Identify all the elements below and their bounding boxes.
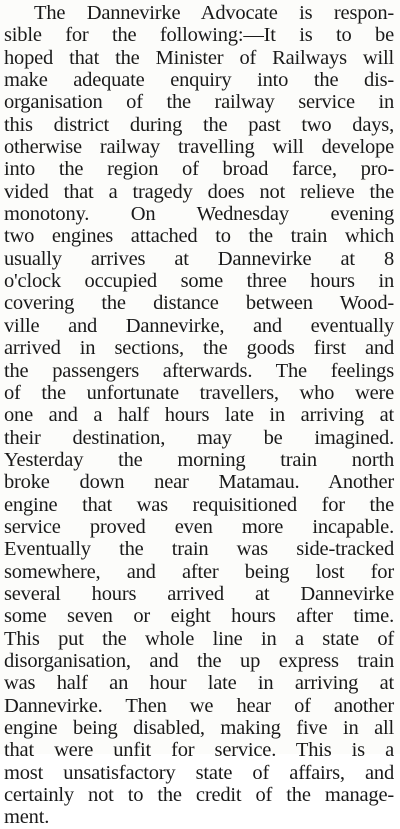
- text-line-24: service proved even more incapable.: [4, 515, 394, 538]
- text-line-36: certainly not to the credit of the manage-: [4, 784, 394, 807]
- text-line-28: some seven or eight hours after time.: [4, 605, 394, 628]
- text-line-3: hoped that the Minister of Railways will: [4, 46, 394, 69]
- text-line-23: engine that was requisitioned for the: [4, 493, 394, 516]
- text-line-22: broke down near Matamau. Another: [4, 471, 394, 494]
- text-line-15: ville and Dannevirke, and eventually: [4, 314, 394, 337]
- text-line-11: two engines attached to the train which: [4, 225, 394, 248]
- text-line-12: usually arrives at Dannevirke at 8: [4, 247, 394, 270]
- text-line-7: otherwise railway travelling will develope: [4, 136, 394, 159]
- text-line-17: the passengers afterwards. The feelings: [4, 359, 394, 382]
- text-line-19: one and a half hours late in arriving at: [4, 404, 394, 427]
- text-line-37: ment.: [4, 806, 50, 829]
- text-line-10: monotony. On Wednesday evening: [4, 203, 394, 226]
- text-line-32: Dannevirke. Then we hear of another: [4, 694, 394, 717]
- text-line-14: covering the distance between Wood-: [4, 292, 394, 315]
- text-line-29: This put the whole line in a state of: [4, 627, 394, 650]
- text-line-8: into the region of broad farce, pro-: [4, 158, 394, 181]
- text-line-1: The Dannevirke Advocate is respon-: [34, 2, 394, 24]
- text-line-16: arrived in sections, the goods first and: [4, 337, 394, 360]
- text-line-20: their destination, may be imagined.: [4, 426, 394, 449]
- text-line-26: somewhere, and after being lost for: [4, 560, 394, 583]
- text-line-9: vided that a tragedy does not relieve the: [4, 180, 394, 203]
- text-line-33: engine being disabled, making five in all: [4, 717, 394, 739]
- text-line-30: disorganisation, and the up express train: [4, 649, 394, 672]
- text-line-31: was half an hour late in arriving at: [4, 672, 394, 695]
- text-line-2: sible for the following:—It is to be: [4, 24, 394, 47]
- text-line-27: several hours arrived at Dannevirke: [4, 582, 394, 605]
- text-line-25: Eventually the train was side-tracked: [4, 538, 394, 561]
- text-line-5: organisation of the railway service in: [4, 91, 394, 114]
- text-line-35: most unsatisfactory state of affairs, and: [4, 761, 394, 784]
- text-line-6: this district during the past two days,: [4, 113, 394, 136]
- text-line-18: of the unfortunate travellers, who were: [4, 381, 394, 404]
- text-line-34: that were unfit for service. This is a: [4, 739, 394, 762]
- text-line-21: Yesterday the morning train north: [4, 448, 394, 471]
- text-line-4: make adequate enquiry into the dis-: [4, 69, 394, 92]
- text-line-13: o'clock occupied some three hours in: [4, 270, 394, 293]
